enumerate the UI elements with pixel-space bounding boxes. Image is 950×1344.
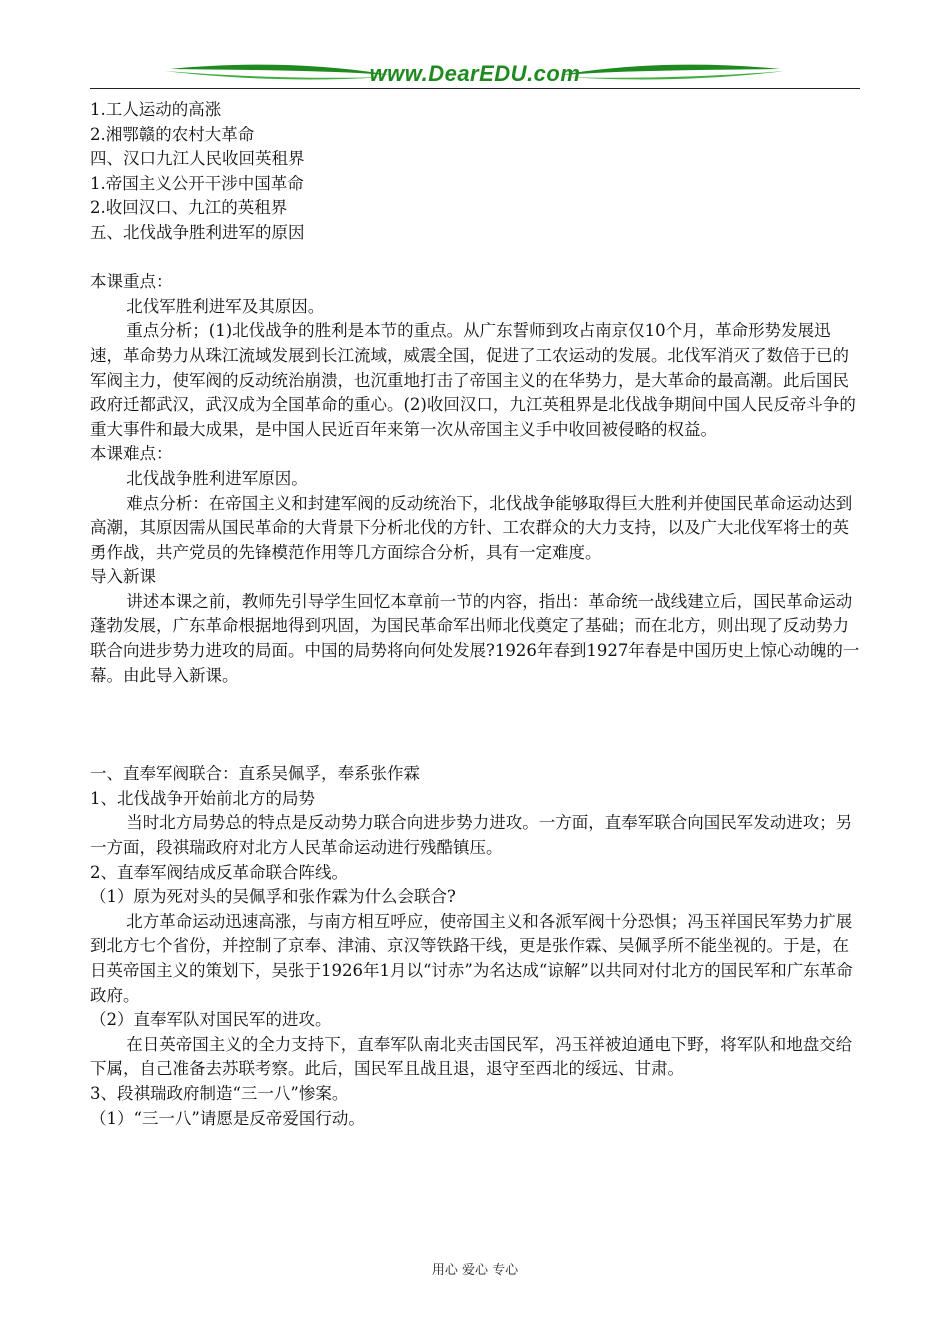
- site-logo-text: www.DearEDU.com: [369, 61, 581, 86]
- question-text: 北方革命运动迅速高涨，与南方相互呼应，使帝国主义和各派军阀十分恐惧；冯玉祥国民军势力扩展到北方七个省份，并控制了京奉、津浦、京汉等铁路干线，更是张作霖、吴佩孚所不能坐视的。于是，在日英帝国主义的策划下，吴张于1926年1月以“讨赤”为名达成“谅解”以共同对付北方的国民军和广东革命政府。: [90, 911, 853, 1005]
- subsection-title: 2、直奉军阀结成反革命联合阵线。: [90, 862, 348, 882]
- subsection-title: 1、北伐战争开始前北方的局势: [90, 788, 315, 808]
- header-rule: [90, 88, 860, 89]
- intro-text: 讲述本课之前，教师先引导学生回忆本章前一节的内容，指出：革命统一战线建立后，国民革命运动蓬勃发展，广东革命根据地得到巩固，为国民革命军出师北伐奠定了基础；而在北方，则出现了反动势力联合向进步势力进攻的局面。中国的局势将向何处发展?1926年春到1927年春是中国历史上惊心动魄的一幕。由此导入新课。: [90, 591, 860, 685]
- document-body: [90, 98, 862, 1131]
- section-title: 一、直奉军阀联合：直系吴佩孚，奉系张作霖: [90, 764, 420, 784]
- difficult-point-summary: 北伐战争胜利进军原因。: [126, 468, 308, 488]
- outline-item: 2.湘鄂赣的农村大革命: [90, 124, 255, 144]
- spacer: [90, 246, 862, 271]
- question-title: （1）原为死对头的吴佩孚和张作霖为什么会联合?: [90, 887, 456, 907]
- outline-item: 1.工人运动的高涨: [90, 100, 222, 119]
- key-point-summary: 北伐军胜利进军及其原因。: [126, 296, 325, 316]
- question-title: （2）直奉军队对国民军的进攻。: [90, 1010, 332, 1030]
- outline-item: 2.收回汉口、九江的英租界: [90, 198, 288, 218]
- spacer: [90, 688, 862, 762]
- subsection-title: 3、段祺瑞政府制造“三一八”惨案。: [90, 1083, 349, 1103]
- key-point-heading: 本课重点：: [90, 272, 173, 292]
- key-point-analysis: 重点分析；(1)北伐战争的胜利是本节的重点。从广东誓师到攻占南京仅10个月，革命形势发展迅速，革命势力从珠江流域发展到长江流域，威震全国，促进了工农运动的发展。北伐军消灭了数倍于已的军阀主力，使军阀的反动统治崩溃，也沉重地打击了帝国主义的在华势力，是大革命的最高潮。此后国民政府迁都武汉，武汉成为全国革命的重心。(2)收回汉口，九江英租界是北伐战争期间中国人民反帝斗争的重大事件和最大成果，是中国人民近百年来第一次从帝国主义手中收回被侵略的权益。: [90, 321, 856, 439]
- question-text: 在日英帝国主义的全力支持下，直奉军队南北夹击国民军，冯玉祥被迫通电下野，将军队和地盘交给下属，自己准备去苏联考察。此后，国民军且战且退，退守至西北的绥远、甘肃。: [90, 1034, 853, 1079]
- question-title: （1）“三一八”请愿是反帝爱国行动。: [90, 1108, 365, 1128]
- intro-heading: 导入新课: [90, 567, 156, 587]
- page-footer: 用心 爱心 专心: [431, 1263, 519, 1278]
- outline-item: 1.帝国主义公开干涉中国革命: [90, 173, 304, 193]
- subsection-text: 当时北方局势总的特点是反动势力联合向进步势力进攻。一方面，直奉军联合向国民军发动进攻；另一方面，段祺瑞政府对北方人民革命运动进行残酷镇压。: [90, 813, 853, 858]
- site-header-banner: [90, 55, 860, 91]
- outline-item: 五、北伐战争胜利进军的原因: [90, 222, 305, 242]
- difficult-point-analysis: 难点分析：在帝国主义和封建军阀的反动统治下，北伐战争能够取得巨大胜利并使国民革命运动达到高潮，其原因需从国民革命的大背景下分析北伐的方针、工农群众的大力支持，以及广大北伐军将士的英勇作战，共产党员的先锋模范作用等几方面综合分析，具有一定难度。: [90, 493, 853, 562]
- difficult-point-heading: 本课难点：: [90, 444, 173, 464]
- outline-item: 四、汉口九江人民收回英租界: [90, 149, 305, 169]
